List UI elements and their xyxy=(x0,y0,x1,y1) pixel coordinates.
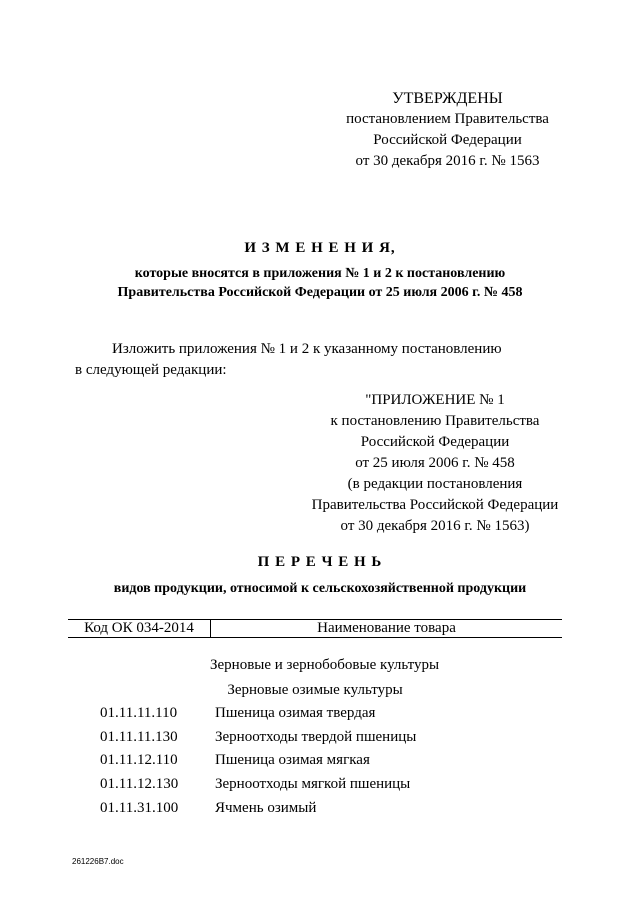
table-header-code: Код ОК 034-2014 xyxy=(84,620,194,636)
appendix-line: Российской Федерации xyxy=(360,434,510,450)
appendix-line: Правительства Российской Федерации xyxy=(311,497,559,513)
table-cell-code: 01.11.31.100 xyxy=(100,800,179,816)
appendix-line: от 30 декабря 2016 г. № 1563) xyxy=(340,518,530,534)
table-subgroup-heading xyxy=(210,680,420,701)
changes-subtitle-line: которые вносятся в приложения № 1 и 2 к постановлению xyxy=(134,266,506,281)
list-title-block xyxy=(0,552,640,573)
table-cell-name: Пшеница озимая твердая xyxy=(215,705,376,721)
table-cell-name: Зерноотходы твердой пшеницы xyxy=(215,729,417,745)
approval-heading: УТВЕРЖДЕНЫ xyxy=(392,90,503,107)
changes-title: И З М Е Н Е Н И Я, xyxy=(244,240,396,256)
footer-filename: 261226В7.doc xyxy=(72,857,124,866)
appendix-line: от 25 июля 2006 г. № 458 xyxy=(355,455,515,471)
table-cell-code: 01.11.12.130 xyxy=(100,776,179,792)
approval-line: Российской Федерации xyxy=(373,132,522,148)
table-group-heading xyxy=(210,655,440,676)
table-cell-name: Ячмень озимый xyxy=(215,800,317,816)
instruction-line: в следующей редакции: xyxy=(75,362,227,378)
table-subgroup-label: Зерновые озимые культуры xyxy=(227,682,403,698)
changes-subtitle-line: Правительства Российской Федерации от 25 июля 2006 г. № 458 xyxy=(117,285,523,300)
instruction-line: Изложить приложения № 1 и 2 к указанному постановлению xyxy=(112,341,502,357)
list-subtitle: видов продукции, относимой к сельскохозяйственной продукции xyxy=(113,581,527,596)
appendix-line: к постановлению Правительства xyxy=(330,413,540,429)
table-header-name: Наименование товара xyxy=(317,620,456,636)
list-subtitle-block xyxy=(0,578,640,599)
approval-date: от 30 декабря 2016 г. № 1563 xyxy=(355,153,540,169)
table-cell-name: Зерноотходы мягкой пшеницы xyxy=(215,776,411,792)
list-title: П Е Р Е Ч Е Н Ь xyxy=(257,554,383,570)
approval-block xyxy=(340,88,555,172)
table-cell-code: 01.11.12.110 xyxy=(100,752,178,768)
changes-subtitle-block xyxy=(0,264,640,302)
appendix-block xyxy=(305,390,565,537)
table-cell-code: 01.11.11.110 xyxy=(100,705,178,721)
changes-title-block xyxy=(0,238,640,259)
table-cell-name: Пшеница озимая мягкая xyxy=(215,752,370,768)
table-cell-code: 01.11.11.130 xyxy=(100,729,178,745)
appendix-heading: "ПРИЛОЖЕНИЕ № 1 xyxy=(365,392,505,408)
table-group-label: Зерновые и зернобобовые культуры xyxy=(210,657,440,673)
approval-line: постановлением Правительства xyxy=(346,111,549,127)
appendix-line: (в редакции постановления xyxy=(347,476,523,492)
